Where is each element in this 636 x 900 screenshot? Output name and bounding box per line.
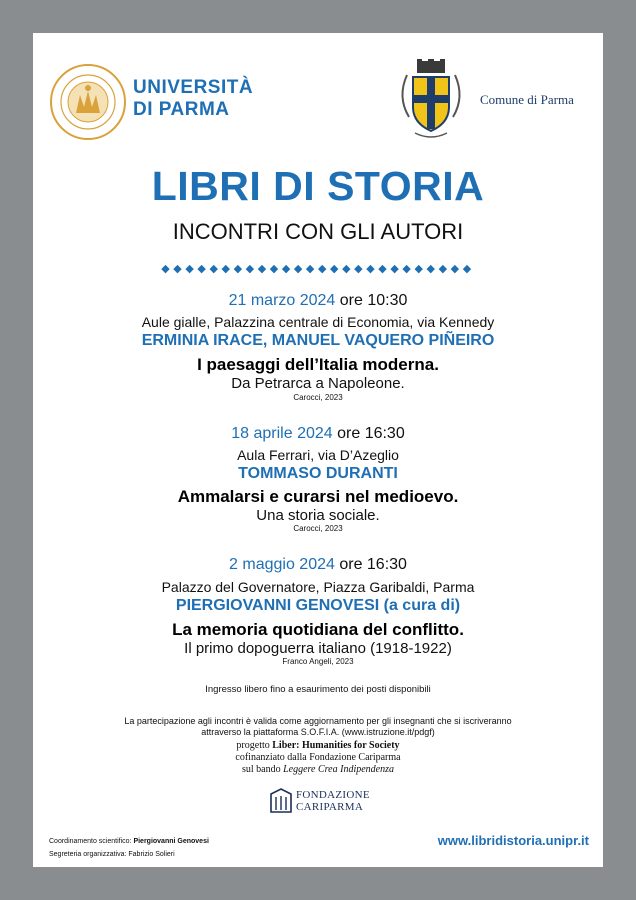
teacher-note-line2: attraverso la piattaforma S.O.F.I.A. (www.istruzione.it/pdgf) (201, 727, 435, 737)
event-venue: Aula Ferrari, via D’Azeglio (237, 447, 399, 463)
poster (33, 33, 603, 867)
project-call-line (33, 764, 603, 776)
page-title: LIBRI DI STORIA (151, 163, 485, 209)
teacher-note-line1: La partecipazione agli incontri è valida come aggiornamento per gli insegnanti che si iscriveranno (124, 716, 512, 726)
book-subtitle: Il primo dopoguerra italiano (1918-1922) (184, 640, 452, 657)
event-author: ERMINIA IRACE, MANUEL VAQUERO PIÑEIRO (141, 332, 495, 349)
event-date (33, 556, 603, 574)
university-name-line1: UNIVERSITÀ (133, 77, 254, 98)
teacher-note (33, 716, 603, 738)
coord-label: Coordinamento scientifico: (49, 838, 134, 845)
secretary-credit: Segreteria organizzativa: Fabrizio Solieri (49, 851, 175, 858)
event-date (33, 425, 603, 443)
diamond-divider: ◆◆◆◆◆◆◆◆◆◆◆◆◆◆◆◆◆◆◆◆◆◆◆◆◆◆ (161, 263, 475, 275)
comune-crest-icon (395, 57, 467, 141)
project-prefix: progetto (236, 740, 273, 751)
book-title: I paesaggi dell’Italia moderna. (197, 355, 439, 374)
event-time: ore 16:30 (332, 425, 405, 442)
project-call: Leggere Crea Indipendenza (283, 764, 394, 775)
comune-name: Comune di Parma (480, 92, 574, 107)
sponsor-name (296, 789, 370, 813)
project-funded: cofinanziato dalla Fondazione Cariparma (235, 752, 401, 763)
event-date-day: 21 marzo 2024 (228, 292, 336, 309)
sponsor-line2: CARIPARMA (296, 801, 364, 813)
project-name: Liber: Humanities for Society (272, 740, 400, 751)
coord-name: Piergiovanni Genovesi (133, 838, 209, 845)
book-subtitle: Da Petrarca a Napoleone. (231, 375, 405, 392)
book-publisher: Franco Angeli, 2023 (282, 657, 354, 666)
page-subtitle: INCONTRI CON GLI AUTORI (172, 219, 464, 244)
event-date-day: 2 maggio 2024 (229, 556, 335, 573)
book-subtitle: Una storia sociale. (256, 507, 380, 524)
event-venue: Palazzo del Governatore, Piazza Garibaldi, Parma (161, 579, 475, 595)
university-seal-icon (49, 63, 127, 141)
fondazione-logo-icon (269, 788, 293, 814)
university-name-line2: DI PARMA (133, 99, 230, 120)
coordination-credit (49, 838, 209, 845)
book-title: La memoria quotidiana del conflitto. (172, 620, 464, 639)
entry-note: Ingresso libero fino a esaurimento dei posti disponibili (205, 684, 431, 695)
event-author: PIERGIOVANNI GENOVESI (a cura di) (175, 597, 461, 614)
book-publisher: Carocci, 2023 (293, 393, 343, 402)
event-venue: Aule gialle, Palazzina centrale di Economia, via Kennedy (141, 314, 495, 330)
website-link[interactable]: www.libridistoria.unipr.it (437, 833, 589, 848)
book-title: Ammalarsi e curarsi nel medioevo. (177, 487, 459, 506)
event-time: ore 10:30 (335, 292, 408, 309)
event-time: ore 16:30 (334, 556, 407, 573)
event-date (33, 292, 603, 310)
sponsor-line1: FONDAZIONE (296, 789, 370, 801)
university-name (133, 77, 253, 121)
project-line (33, 740, 603, 752)
book-publisher: Carocci, 2023 (293, 524, 343, 533)
project-call-prefix: sul bando (241, 764, 284, 775)
event-date-day: 18 aprile 2024 (231, 425, 333, 442)
project-info (33, 740, 603, 776)
event-author: TOMMASO DURANTI (238, 465, 398, 482)
